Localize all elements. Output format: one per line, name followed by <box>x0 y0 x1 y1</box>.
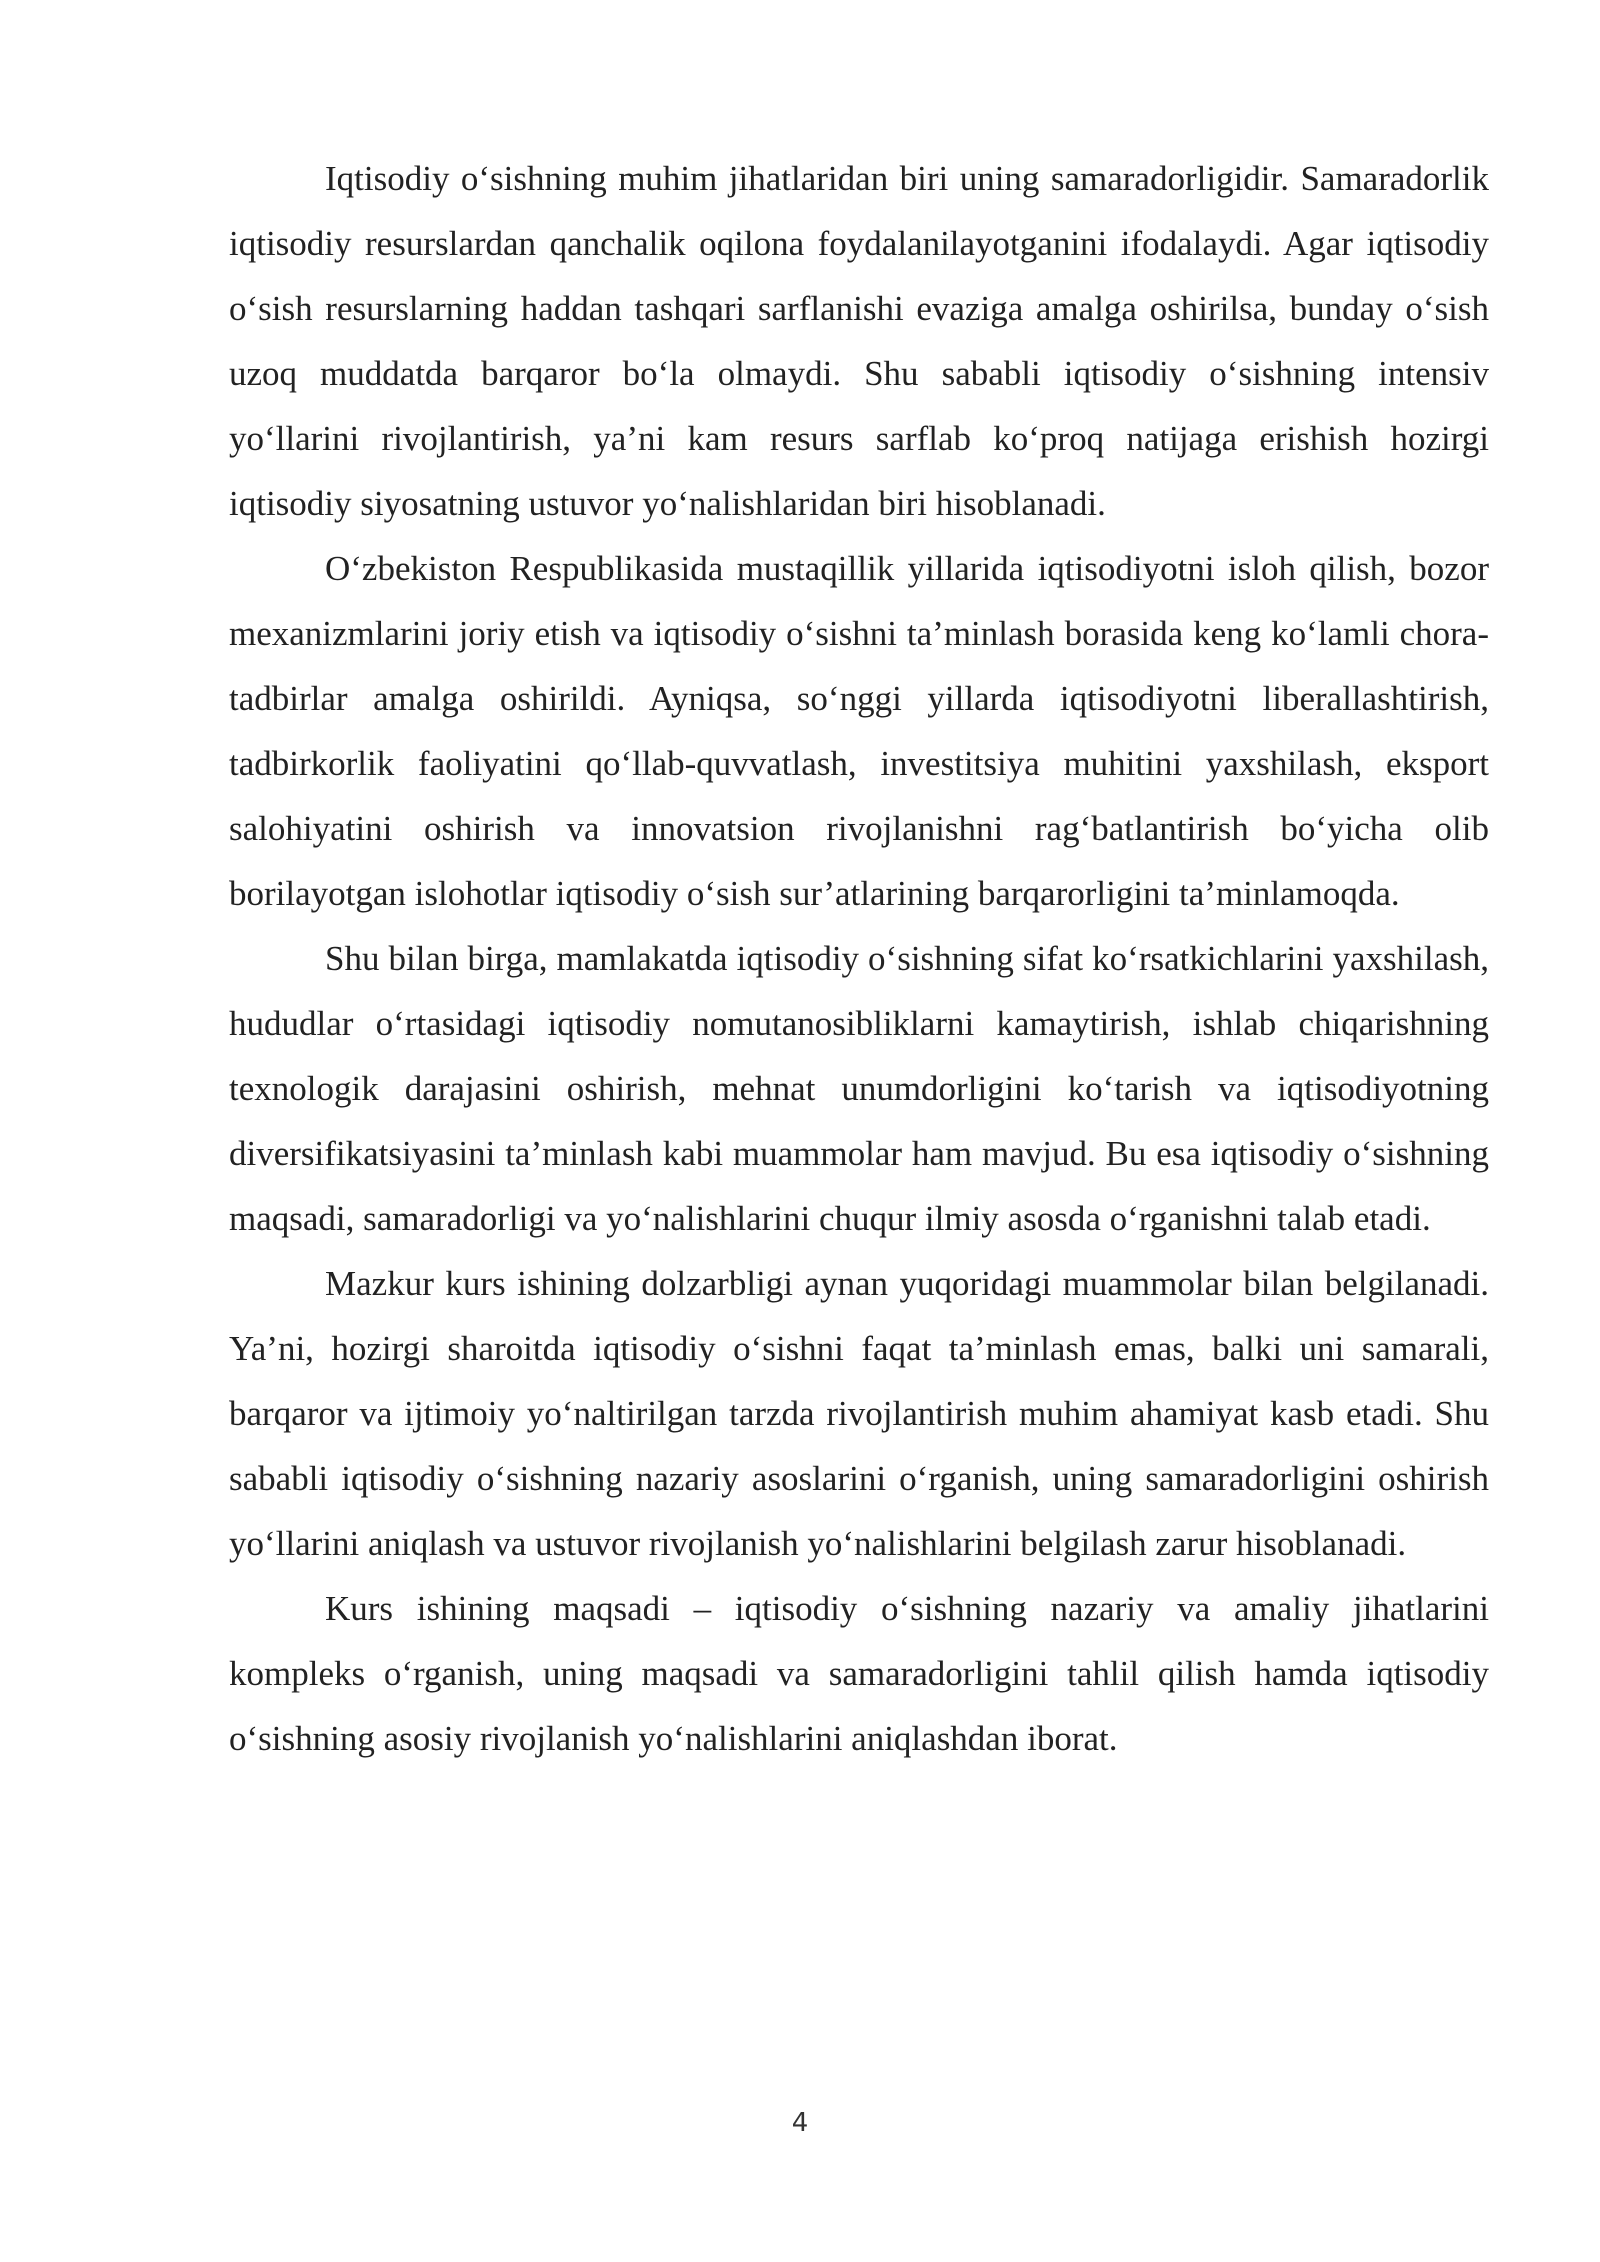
paragraph-4: Mazkur kurs ishining dolzarbligi aynan yuqoridagi muammolar bilan belgilanadi. Ya’ni, hozirgi sharoitda iqtisodiy o‘sishni faqat ta’minlash emas, balki uni samarali, barqaror va ijtimoiy yo‘naltirilgan tarzda rivojlantirish muhim ahamiyat kasb etadi. Shu sababli iqtisodiy o‘sishning nazariy asoslarini o‘rganish, uning samaradorligini oshirish yo‘llarini aniqlash va ustuvor rivojlanish yo‘nalishlarini belgilash zarur hisoblanadi. <box>229 1264 1489 1563</box>
document-body <box>229 146 1489 1771</box>
paragraph-3: Shu bilan birga, mamlakatda iqtisodiy o‘sishning sifat ko‘rsatkichlarini yaxshilash, hududlar o‘rtasidagi iqtisodiy nomutanosibliklarni kamaytirish, ishlab chiqarishning texnologik darajasini oshirish, mehnat unumdorligini ko‘tarish va iqtisodiyotning diversifikatsiyasini ta’minlash kabi muammolar ham mavjud. Bu esa iqtisodiy o‘sishning maqsadi, samaradorligi va yo‘nalishlarini chuqur ilmiy asosda o‘rganishni talab etadi. <box>229 939 1489 1238</box>
page-number: 4 <box>791 2108 809 2138</box>
paragraph-1: Iqtisodiy o‘sishning muhim jihatlaridan biri uning samaradorligidir. Samaradorlik iqtisodiy resurslardan qanchalik oqilona foydalanilayotganini ifodalaydi. Agar iqtisodiy o‘sish resurslarning haddan tashqari sarflanishi evaziga amalga oshirilsa, bunday o‘sish uzoq muddatda barqaror bo‘la olmaydi. Shu sababli iqtisodiy o‘sishning intensiv yo‘llarini rivojlantirish, ya’ni kam resurs sarflab ko‘proq natijaga erishish hozirgi iqtisodiy siyosatning ustuvor yo‘nalishlaridan biri hisoblanadi. <box>229 159 1489 523</box>
paragraph-2: O‘zbekiston Respublikasida mustaqillik yillarida iqtisodiyotni isloh qilish, bozor mexanizmlarini joriy etish va iqtisodiy o‘sishni ta’minlash borasida keng ko‘lamli chora-tadbirlar amalga oshirildi. Ayniqsa, so‘nggi yillarda iqtisodiyotni liberallashtirish, tadbirkorlik faoliyatini qo‘llab-quvvatlash, investitsiya muhitini yaxshilash, eksport salohiyatini oshirish va innovatsion rivojlanishni rag‘batlantirish bo‘yicha olib borilayotgan islohotlar iqtisodiy o‘sish sur’atlarining barqarorligini ta’minlamoqda. <box>229 549 1489 913</box>
paragraph-5: Kurs ishining maqsadi – iqtisodiy o‘sishning nazariy va amaliy jihatlarini kompleks o‘rganish, uning maqsadi va samaradorligini tahlil qilish hamda iqtisodiy o‘sishning asosiy rivojlanish yo‘nalishlarini aniqlashdan iborat. <box>229 1589 1489 1758</box>
